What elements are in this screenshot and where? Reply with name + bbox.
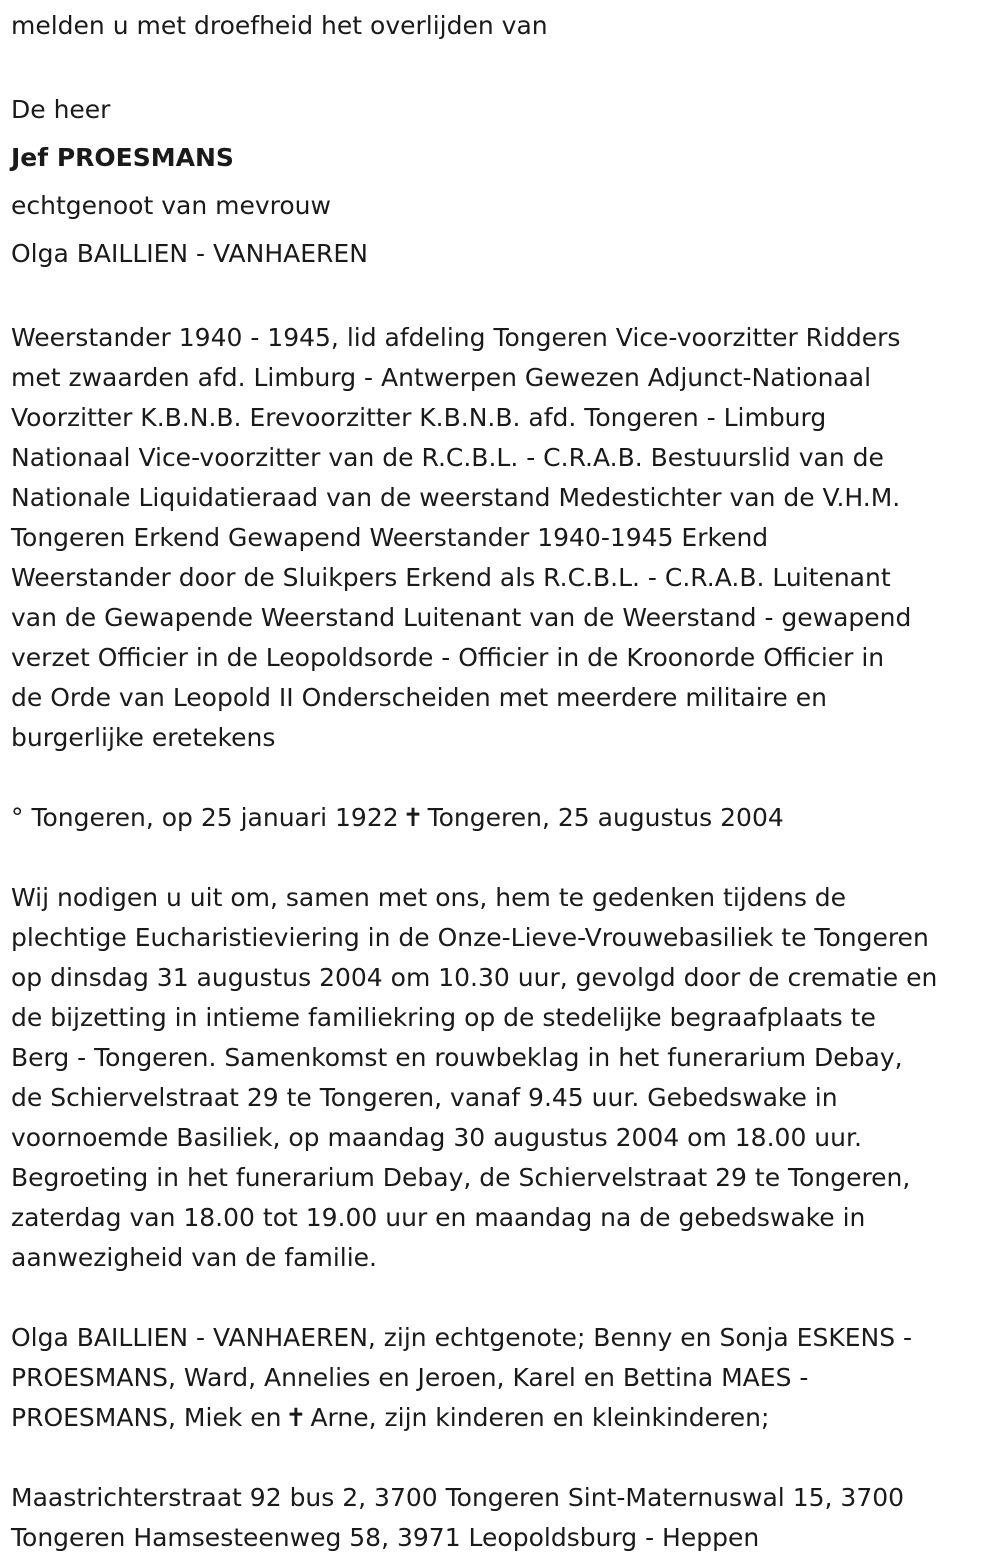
- ceremony-line: de bijzetting in intieme familiekring op de stedelijke begraafplaats te: [11, 1003, 876, 1032]
- biography-line: Nationaal Vice-voorzitter van de R.C.B.L. - C.R.A.B. Bestuurslid van de: [11, 443, 884, 472]
- family-list: [11, 1318, 991, 1438]
- ceremony-line: plechtige Eucharistieviering in de Onze-Lieve-Vrouwebasiliek te Tongeren: [11, 923, 929, 952]
- ceremony-line: Begroeting in het funerarium Debay, de Schiervelstraat 29 te Tongeren,: [11, 1163, 911, 1192]
- biography-line: Weerstander door de Sluikpers Erkend als R.C.B.L. - C.R.A.B. Luitenant: [11, 563, 891, 592]
- family-line: [11, 1398, 991, 1438]
- spouse-intro: echtgenoot van mevrouw: [11, 191, 331, 220]
- salutation: De heer: [11, 95, 111, 124]
- spacer: [11, 838, 991, 878]
- spacer: [11, 278, 991, 318]
- biography-line: Weerstander 1940 - 1945, lid afdeling Tongeren Vice-voorzitter Ridders: [11, 323, 901, 352]
- intro-text: melden u met droefheid het overlijden van: [11, 11, 548, 40]
- ceremony-details: [11, 878, 991, 1278]
- cross-icon: ✝: [402, 803, 424, 832]
- family-text: PROESMANS, Miek en: [11, 1403, 282, 1432]
- spacer: [11, 1278, 991, 1318]
- ceremony-line: Berg - Tongeren. Samenkomst en rouwbeklag in het funerarium Debay,: [11, 1043, 903, 1072]
- ceremony-line: aanwezigheid van de familie.: [11, 1243, 377, 1272]
- biography-line: met zwaarden afd. Limburg - Antwerpen Gewezen Adjunct-Nationaal: [11, 363, 872, 392]
- biography-line: verzet Officier in de Leopoldsorde - Officier in de Kroonorde Officier in: [11, 643, 885, 672]
- obituary-notice: [11, 6, 991, 1558]
- spacer: [11, 46, 991, 86]
- addresses: [11, 1478, 991, 1558]
- spacer: [11, 1438, 991, 1478]
- deceased-name: Jef PROESMANS: [11, 143, 234, 172]
- family-text: Arne, zijn kinderen en kleinkinderen;: [310, 1403, 770, 1432]
- ceremony-line: zaterdag van 18.00 tot 19.00 uur en maandag na de gebedswake in: [11, 1203, 866, 1232]
- biography: [11, 318, 991, 758]
- spouse-name: Olga BAILLIEN - VANHAEREN: [11, 239, 368, 268]
- ceremony-line: op dinsdag 31 augustus 2004 om 10.30 uur, gevolgd door de crematie en: [11, 963, 938, 992]
- ceremony-line: de Schiervelstraat 29 te Tongeren, vanaf 9.45 uur. Gebedswake in: [11, 1083, 838, 1112]
- address-line: Tongeren Hamsesteenweg 58, 3971 Leopoldsburg - Heppen: [11, 1523, 760, 1552]
- ceremony-line: Wij nodigen u uit om, samen met ons, hem te gedenken tijdens de: [11, 883, 847, 912]
- death-text: Tongeren, 25 augustus 2004: [427, 803, 784, 832]
- biography-line: de Orde van Leopold II Onderscheiden met meerdere militaire en: [11, 683, 827, 712]
- address-line: Maastrichterstraat 92 bus 2, 3700 Tongeren Sint-Maternuswal 15, 3700: [11, 1483, 905, 1512]
- family-line: PROESMANS, Ward, Annelies en Jeroen, Karel en Bettina MAES -: [11, 1363, 809, 1392]
- biography-line: burgerlijke eretekens: [11, 723, 276, 752]
- birth-death-line: [11, 798, 991, 838]
- biography-line: Voorzitter K.B.N.B. Erevoorzitter K.B.N.B. afd. Tongeren - Limburg: [11, 403, 827, 432]
- spacer: [11, 758, 991, 798]
- biography-line: Nationale Liquidatieraad van de weerstand Medestichter van de V.H.M.: [11, 483, 901, 512]
- ceremony-line: voornoemde Basiliek, op maandag 30 augustus 2004 om 18.00 uur.: [11, 1123, 862, 1152]
- family-line: Olga BAILLIEN - VANHAEREN, zijn echtgenote; Benny en Sonja ESKENS -: [11, 1323, 913, 1352]
- cross-icon: ✝: [285, 1403, 307, 1432]
- biography-line: Tongeren Erkend Gewapend Weerstander 1940-1945 Erkend: [11, 523, 769, 552]
- birth-text: ° Tongeren, op 25 januari 1922: [11, 803, 399, 832]
- biography-line: van de Gewapende Weerstand Luitenant van de Weerstand - gewapend: [11, 603, 912, 632]
